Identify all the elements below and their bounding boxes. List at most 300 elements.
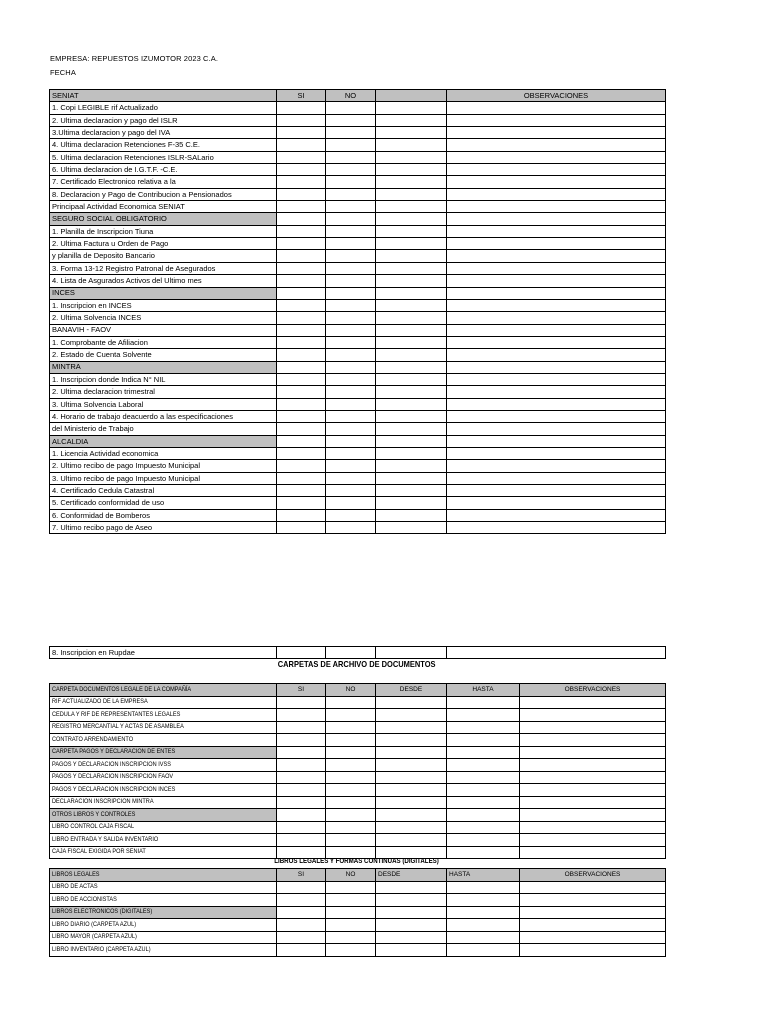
row-label: 1. Inscripcion en INCES	[50, 299, 277, 311]
no-cell[interactable]	[326, 262, 376, 274]
no-cell[interactable]	[326, 435, 376, 447]
header-si: SI	[277, 869, 326, 882]
hasta-cell[interactable]	[447, 881, 520, 894]
no-cell[interactable]	[326, 821, 376, 834]
si-cell[interactable]	[277, 509, 326, 521]
no-cell[interactable]	[326, 447, 376, 459]
desde-cell[interactable]	[376, 846, 447, 859]
observaciones-cell[interactable]	[520, 696, 666, 709]
blank-cell[interactable]	[376, 262, 447, 274]
observaciones-cell[interactable]	[520, 784, 666, 797]
blank-cell[interactable]	[376, 472, 447, 484]
blank-cell[interactable]	[376, 386, 447, 398]
table-row	[50, 796, 666, 809]
si-cell[interactable]	[277, 238, 326, 250]
si-cell[interactable]	[277, 164, 326, 176]
si-cell[interactable]	[277, 139, 326, 151]
si-cell[interactable]	[277, 398, 326, 410]
si-cell[interactable]	[277, 834, 326, 847]
rupdae-table	[49, 646, 666, 659]
no-cell[interactable]	[326, 201, 376, 213]
observaciones-cell[interactable]	[520, 721, 666, 734]
desde-cell[interactable]	[376, 759, 447, 772]
si-cell[interactable]	[277, 906, 326, 919]
blank-cell[interactable]	[376, 114, 447, 126]
no-cell[interactable]	[326, 250, 376, 262]
no-cell[interactable]	[326, 398, 376, 410]
row-label: 2. Ultima Factura u Orden de Pago	[50, 238, 277, 250]
no-cell[interactable]	[326, 361, 376, 373]
no-cell[interactable]	[326, 647, 376, 659]
observaciones-cell[interactable]	[520, 796, 666, 809]
blank-cell[interactable]	[376, 373, 447, 385]
hasta-cell[interactable]	[447, 809, 520, 822]
hasta-cell[interactable]	[447, 919, 520, 932]
row-label: y planilla de Deposito Bancario	[50, 250, 277, 262]
observaciones-cell[interactable]	[447, 472, 666, 484]
table-row	[50, 299, 666, 311]
header-blank	[376, 90, 447, 102]
observaciones-cell[interactable]	[447, 647, 666, 659]
si-cell[interactable]	[277, 287, 326, 299]
si-cell[interactable]	[277, 201, 326, 213]
observaciones-cell[interactable]	[447, 114, 666, 126]
observaciones-cell[interactable]	[520, 881, 666, 894]
desde-cell[interactable]	[376, 721, 447, 734]
si-cell[interactable]	[277, 746, 326, 759]
si-cell[interactable]	[277, 696, 326, 709]
blank-cell[interactable]	[376, 497, 447, 509]
table-row	[50, 349, 666, 361]
no-cell[interactable]	[326, 164, 376, 176]
si-cell[interactable]	[277, 324, 326, 336]
si-cell[interactable]	[277, 275, 326, 287]
table-row	[50, 709, 666, 722]
si-cell[interactable]	[277, 262, 326, 274]
si-cell[interactable]	[277, 447, 326, 459]
blank-cell[interactable]	[376, 299, 447, 311]
no-cell[interactable]	[326, 139, 376, 151]
blank-cell[interactable]	[376, 509, 447, 521]
no-cell[interactable]	[326, 746, 376, 759]
si-cell[interactable]	[277, 151, 326, 163]
observaciones-cell[interactable]	[520, 906, 666, 919]
row-label: BANAVIH - FAOV	[50, 324, 277, 336]
hasta-cell[interactable]	[447, 709, 520, 722]
no-cell[interactable]	[326, 238, 376, 250]
observaciones-cell[interactable]	[447, 275, 666, 287]
no-cell[interactable]	[326, 709, 376, 722]
desde-cell[interactable]	[376, 834, 447, 847]
blank-cell[interactable]	[376, 336, 447, 348]
si-cell[interactable]	[277, 881, 326, 894]
blank-cell[interactable]	[376, 164, 447, 176]
desde-cell[interactable]	[376, 931, 447, 944]
table-row	[50, 127, 666, 139]
observaciones-cell[interactable]	[520, 709, 666, 722]
hasta-cell[interactable]	[447, 771, 520, 784]
si-cell[interactable]	[277, 102, 326, 114]
no-cell[interactable]	[326, 287, 376, 299]
no-cell[interactable]	[326, 188, 376, 200]
blank-cell[interactable]	[376, 361, 447, 373]
si-cell[interactable]	[277, 336, 326, 348]
table-row	[50, 447, 666, 459]
no-cell[interactable]	[326, 324, 376, 336]
table-row	[50, 201, 666, 213]
observaciones-cell[interactable]	[447, 386, 666, 398]
desde-cell[interactable]	[376, 734, 447, 747]
observaciones-cell[interactable]	[447, 497, 666, 509]
desde-cell[interactable]	[376, 809, 447, 822]
blank-cell[interactable]	[376, 398, 447, 410]
observaciones-cell[interactable]	[447, 460, 666, 472]
no-cell[interactable]	[326, 846, 376, 859]
si-cell[interactable]	[277, 349, 326, 361]
blank-cell[interactable]	[376, 423, 447, 435]
si-cell[interactable]	[277, 299, 326, 311]
blank-cell[interactable]	[376, 188, 447, 200]
observaciones-cell[interactable]	[520, 846, 666, 859]
no-cell[interactable]	[326, 721, 376, 734]
no-cell[interactable]	[326, 472, 376, 484]
si-cell[interactable]	[277, 784, 326, 797]
no-cell[interactable]	[326, 919, 376, 932]
libros-title: LIBROS LEGALES Y FORMAS CONTINUAS (DIGITALES)	[274, 858, 440, 865]
desde-cell[interactable]	[376, 796, 447, 809]
observaciones-cell[interactable]	[447, 485, 666, 497]
hasta-cell[interactable]	[447, 906, 520, 919]
hasta-cell[interactable]	[447, 834, 520, 847]
row-label: RIF ACTUALIZADO DE LA EMPRESA	[50, 696, 277, 709]
observaciones-cell[interactable]	[447, 398, 666, 410]
hasta-cell[interactable]	[447, 894, 520, 907]
si-cell[interactable]	[277, 809, 326, 822]
no-cell[interactable]	[326, 734, 376, 747]
no-cell[interactable]	[326, 894, 376, 907]
si-cell[interactable]	[277, 944, 326, 957]
observaciones-cell[interactable]	[447, 127, 666, 139]
blank-cell[interactable]	[376, 225, 447, 237]
table-row	[50, 846, 666, 859]
hasta-cell[interactable]	[447, 746, 520, 759]
table-row	[50, 114, 666, 126]
observaciones-cell[interactable]	[447, 447, 666, 459]
table-row	[50, 373, 666, 385]
desde-cell[interactable]	[376, 881, 447, 894]
observaciones-cell[interactable]	[447, 213, 666, 225]
observaciones-cell[interactable]	[447, 151, 666, 163]
si-cell[interactable]	[277, 647, 326, 659]
blank-cell[interactable]	[376, 485, 447, 497]
observaciones-cell[interactable]	[520, 894, 666, 907]
observaciones-cell[interactable]	[447, 312, 666, 324]
no-cell[interactable]	[326, 336, 376, 348]
no-cell[interactable]	[326, 225, 376, 237]
si-cell[interactable]	[277, 771, 326, 784]
hasta-cell[interactable]	[447, 734, 520, 747]
no-cell[interactable]	[326, 373, 376, 385]
section-label: MINTRA	[50, 361, 277, 373]
blank-cell[interactable]	[376, 127, 447, 139]
no-cell[interactable]	[326, 151, 376, 163]
si-cell[interactable]	[277, 846, 326, 859]
blank-cell[interactable]	[376, 435, 447, 447]
si-cell[interactable]	[277, 709, 326, 722]
no-cell[interactable]	[326, 931, 376, 944]
observaciones-cell[interactable]	[520, 944, 666, 957]
table-row	[50, 312, 666, 324]
header-no: NO	[326, 869, 376, 882]
si-cell[interactable]	[277, 423, 326, 435]
blank-cell[interactable]	[376, 287, 447, 299]
blank-cell[interactable]	[376, 102, 447, 114]
no-cell[interactable]	[326, 759, 376, 772]
desde-cell[interactable]	[376, 696, 447, 709]
si-cell[interactable]	[277, 213, 326, 225]
desde-cell[interactable]	[376, 944, 447, 957]
si-cell[interactable]	[277, 759, 326, 772]
section-label: ALCALDIA	[50, 435, 277, 447]
hasta-cell[interactable]	[447, 931, 520, 944]
blank-cell[interactable]	[376, 324, 447, 336]
blank-cell[interactable]	[376, 460, 447, 472]
section-row-carpeta-pagos-y-declaracion-de-entes	[50, 746, 666, 759]
blank-cell[interactable]	[376, 312, 447, 324]
header-no: NO	[326, 90, 376, 102]
observaciones-cell[interactable]	[447, 349, 666, 361]
si-cell[interactable]	[277, 485, 326, 497]
observaciones-cell[interactable]	[447, 201, 666, 213]
observaciones-cell[interactable]	[447, 435, 666, 447]
desde-cell[interactable]	[376, 784, 447, 797]
observaciones-cell[interactable]	[520, 771, 666, 784]
table-row	[50, 509, 666, 521]
row-label: LIBRO MAYOR (CARPETA AZUL)	[50, 931, 277, 944]
blank-cell[interactable]	[376, 139, 447, 151]
observaciones-cell[interactable]	[447, 336, 666, 348]
blank-cell[interactable]	[376, 213, 447, 225]
row-label: CAJA FISCAL EXIGIDA POR SENIAT	[50, 846, 277, 859]
no-cell[interactable]	[326, 114, 376, 126]
desde-cell[interactable]	[376, 894, 447, 907]
observaciones-cell[interactable]	[520, 759, 666, 772]
no-cell[interactable]	[326, 944, 376, 957]
row-label: 4. Ultima declaracion Retenciones F-35 C.E.	[50, 139, 277, 151]
observaciones-cell[interactable]	[447, 139, 666, 151]
company-name: EMPRESA: REPUESTOS IZUMOTOR 2023 C.A.	[50, 54, 219, 63]
blank-cell[interactable]	[376, 522, 447, 534]
desde-cell[interactable]	[376, 906, 447, 919]
no-cell[interactable]	[326, 127, 376, 139]
hasta-cell[interactable]	[447, 759, 520, 772]
row-label: 5. Certificado conformidad de uso	[50, 497, 277, 509]
no-cell[interactable]	[326, 784, 376, 797]
si-cell[interactable]	[277, 176, 326, 188]
si-cell[interactable]	[277, 919, 326, 932]
observaciones-cell[interactable]	[520, 834, 666, 847]
desde-cell[interactable]	[376, 771, 447, 784]
hasta-cell[interactable]	[447, 821, 520, 834]
no-cell[interactable]	[326, 509, 376, 521]
blank-cell[interactable]	[376, 176, 447, 188]
table-row	[50, 647, 666, 659]
observaciones-cell[interactable]	[520, 734, 666, 747]
si-cell[interactable]	[277, 435, 326, 447]
si-cell[interactable]	[277, 522, 326, 534]
row-label: 2. Estado de Cuenta Solvente	[50, 349, 277, 361]
table-row	[50, 250, 666, 262]
row-label: 3.Ultima declaracion y pago del IVA	[50, 127, 277, 139]
observaciones-cell[interactable]	[447, 522, 666, 534]
no-cell[interactable]	[326, 386, 376, 398]
table-row	[50, 944, 666, 957]
observaciones-cell[interactable]	[520, 821, 666, 834]
no-cell[interactable]	[326, 312, 376, 324]
table-row	[50, 821, 666, 834]
no-cell[interactable]	[326, 906, 376, 919]
blank-cell[interactable]	[376, 447, 447, 459]
no-cell[interactable]	[326, 176, 376, 188]
no-cell[interactable]	[326, 299, 376, 311]
table-row	[50, 139, 666, 151]
observaciones-cell[interactable]	[520, 809, 666, 822]
header-si: SI	[277, 684, 326, 697]
row-label: 8. Declaracion y Pago de Contribucion a Pensionados	[50, 188, 277, 200]
hasta-cell[interactable]	[447, 796, 520, 809]
desde-cell[interactable]	[376, 709, 447, 722]
table-header-row	[50, 869, 666, 882]
observaciones-cell[interactable]	[447, 373, 666, 385]
desde-cell[interactable]	[376, 821, 447, 834]
hasta-cell[interactable]	[447, 846, 520, 859]
no-cell[interactable]	[326, 485, 376, 497]
si-cell[interactable]	[277, 894, 326, 907]
row-label: DECLARACION INSCRIPCION MINTRA	[50, 796, 277, 809]
no-cell[interactable]	[326, 497, 376, 509]
no-cell[interactable]	[326, 423, 376, 435]
si-cell[interactable]	[277, 312, 326, 324]
si-cell[interactable]	[277, 497, 326, 509]
si-cell[interactable]	[277, 410, 326, 422]
no-cell[interactable]	[326, 460, 376, 472]
si-cell[interactable]	[277, 734, 326, 747]
row-label: LIBRO INVENTARIO (CARPETA AZUL)	[50, 944, 277, 957]
table-row	[50, 522, 666, 534]
blank-cell[interactable]	[376, 238, 447, 250]
section-row-inces	[50, 287, 666, 299]
observaciones-cell[interactable]	[447, 423, 666, 435]
observaciones-cell[interactable]	[447, 509, 666, 521]
si-cell[interactable]	[277, 460, 326, 472]
section-row-seguro-social-obligatorio	[50, 213, 666, 225]
blank-cell[interactable]	[376, 151, 447, 163]
no-cell[interactable]	[326, 349, 376, 361]
no-cell[interactable]	[326, 213, 376, 225]
libros-table	[49, 868, 666, 957]
observaciones-cell[interactable]	[447, 164, 666, 176]
observaciones-cell[interactable]	[447, 250, 666, 262]
table-row	[50, 188, 666, 200]
si-cell[interactable]	[277, 114, 326, 126]
row-label: 1. Licencia Actividad economica	[50, 447, 277, 459]
row-label: LIBRO CONTROL CAJA FISCAL	[50, 821, 277, 834]
si-cell[interactable]	[277, 721, 326, 734]
hasta-cell[interactable]	[447, 944, 520, 957]
header-hasta: HASTA	[447, 869, 520, 882]
si-cell[interactable]	[277, 821, 326, 834]
observaciones-cell[interactable]	[520, 931, 666, 944]
row-label: 3. Ultimo recibo de pago Impuesto Municipal	[50, 472, 277, 484]
no-cell[interactable]	[326, 102, 376, 114]
no-cell[interactable]	[326, 696, 376, 709]
header-desde: DESDE	[376, 684, 447, 697]
no-cell[interactable]	[326, 881, 376, 894]
row-label: 2. Ultima declaracion y pago del ISLR	[50, 114, 277, 126]
table-row	[50, 919, 666, 932]
si-cell[interactable]	[277, 250, 326, 262]
observaciones-cell[interactable]	[447, 299, 666, 311]
si-cell[interactable]	[277, 225, 326, 237]
observaciones-cell[interactable]	[520, 746, 666, 759]
no-cell[interactable]	[326, 275, 376, 287]
observaciones-cell[interactable]	[447, 361, 666, 373]
row-label: LIBRO DE ACTAS	[50, 881, 277, 894]
row-label: 1. Comprobante de Afiliacion	[50, 336, 277, 348]
observaciones-cell[interactable]	[447, 410, 666, 422]
observaciones-cell[interactable]	[447, 102, 666, 114]
desde-cell[interactable]	[376, 746, 447, 759]
hasta-cell[interactable]	[447, 696, 520, 709]
no-cell[interactable]	[326, 796, 376, 809]
no-cell[interactable]	[326, 771, 376, 784]
si-cell[interactable]	[277, 472, 326, 484]
observaciones-cell[interactable]	[447, 176, 666, 188]
si-cell[interactable]	[277, 386, 326, 398]
blank-cell[interactable]	[376, 201, 447, 213]
blank-cell[interactable]	[376, 250, 447, 262]
observaciones-cell[interactable]	[447, 188, 666, 200]
observaciones-cell[interactable]	[447, 225, 666, 237]
observaciones-cell[interactable]	[447, 287, 666, 299]
blank-cell[interactable]	[376, 647, 447, 659]
observaciones-cell[interactable]	[447, 238, 666, 250]
no-cell[interactable]	[326, 410, 376, 422]
si-cell[interactable]	[277, 361, 326, 373]
hasta-cell[interactable]	[447, 721, 520, 734]
si-cell[interactable]	[277, 188, 326, 200]
row-label: PAGOS Y DECLARACION INSCRIPCION IVSS	[50, 759, 277, 772]
blank-cell[interactable]	[376, 275, 447, 287]
observaciones-cell[interactable]	[520, 919, 666, 932]
si-cell[interactable]	[277, 796, 326, 809]
hasta-cell[interactable]	[447, 784, 520, 797]
no-cell[interactable]	[326, 809, 376, 822]
observaciones-cell[interactable]	[447, 262, 666, 274]
seniat-checklist-table	[49, 89, 666, 534]
si-cell[interactable]	[277, 931, 326, 944]
section-label: CARPETA PAGOS Y DECLARACION DE ENTES	[50, 746, 277, 759]
row-label: CEDULA Y RIF DE REPRESENTANTES LEGALES	[50, 709, 277, 722]
observaciones-cell[interactable]	[447, 324, 666, 336]
desde-cell[interactable]	[376, 919, 447, 932]
no-cell[interactable]	[326, 522, 376, 534]
si-cell[interactable]	[277, 373, 326, 385]
no-cell[interactable]	[326, 834, 376, 847]
blank-cell[interactable]	[376, 349, 447, 361]
blank-cell[interactable]	[376, 410, 447, 422]
si-cell[interactable]	[277, 127, 326, 139]
